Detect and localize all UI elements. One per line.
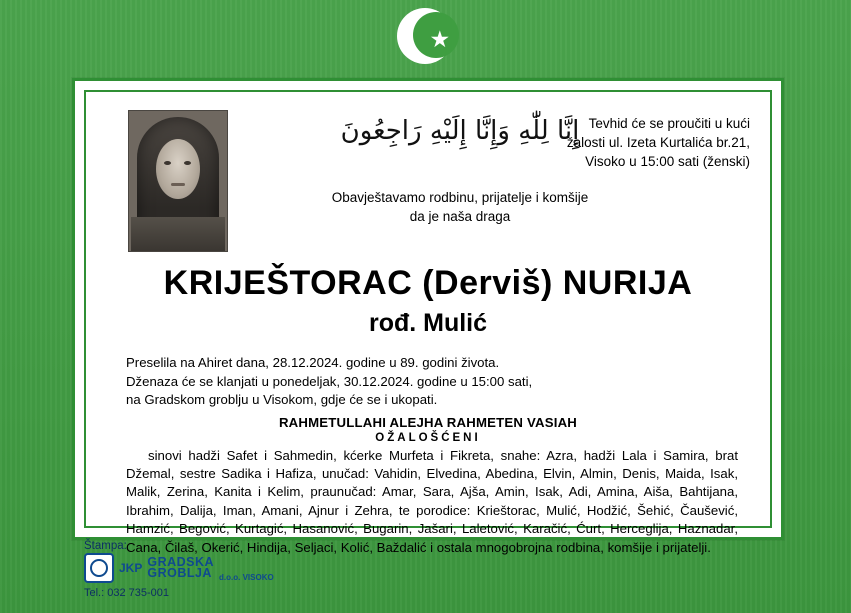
notice-line-1: Obavještavamo rodbinu, prijatelje i komšije (331, 190, 589, 205)
printer-footer (84, 540, 384, 599)
mourners-list: sinovi hadži Safet i Sahmedin, kćerke Murfeta i Fikreta, snahe: Azra, hadži Lala i Samira, brat Džemal, sestre Sadika i Hafiza, unučad: Vahidin, Elvedina, Abedina, Elvin, Almin, Denis, Maida, Isak, Malik, Zerina, Kanita i Kelim, praunučad: Amar, Sara, Ajša, Amin, Isak, Adi, Amina, Aiša, Bahtijana, Ibrahim, Dalija, Iman, Amani, Ajnur i Zehra, te porodice: Krieštorac, Mulić, Hodžić, Šehić, Čaušević, Hamzić, Begović, Kurtagić, Hasanović, Bugarin, Jašari, Laletović, Karačić, Ćurt, Herceglija, Haznadar, Cana, Čilaš, Okerić, Hindija, Seljaci, Kolić, Baždalić i ostala mnogobrojna rodbina, komšije i prijatelji. (126, 447, 738, 555)
photo-face (156, 139, 200, 199)
deceased-photo (128, 110, 228, 252)
logo-company-name (147, 557, 214, 579)
crescent-star-emblem (0, 6, 851, 68)
tevhid-line-3: Visoko u 15:00 sati (ženski) (585, 154, 750, 169)
deceased-name: KRIJEŠTORAC (Derviš) NURIJA (163, 264, 693, 302)
detail-line-2: Dženaza će se klanjati u ponedeljak, 30.12.2024. godine u 15:00 sati, (126, 373, 533, 389)
detail-line-1: Preselila na Ahiret dana, 28.12.2024. godine u 89. godini života. (126, 355, 500, 370)
photo-eye-right (184, 161, 191, 165)
arabic-inscription: إِنَّا لِلّٰهِ وَإِنَّا إِلَيْهِ رَاجِعُونَ (340, 116, 580, 146)
logo-line-1: GRADSKA (147, 555, 215, 569)
logo-jkp-text: JKP (119, 561, 143, 575)
logo-subtitle: d.o.o. VISOKO (219, 573, 274, 582)
photo-eye-left (164, 161, 171, 165)
photo-body (131, 217, 225, 251)
tevhid-line-1: Tevhid će se proučiti u kući (588, 116, 750, 131)
detail-line-3: na Gradskom groblju u Visokom, gdje će se i ukopati. (126, 392, 438, 407)
printer-logo (84, 553, 384, 583)
notice-text (250, 188, 670, 226)
funeral-details (100, 354, 756, 410)
company-logo-icon (84, 553, 114, 583)
obituary-header-row (100, 102, 756, 262)
printer-phone: Tel.: 032 735-001 (84, 587, 170, 599)
stampa-label: Štampa: (84, 540, 127, 552)
mourners-heading: OŽALOŠĆENI (375, 431, 481, 444)
tevhid-line-2: žalosti ul. Izeta Kurtalića br.21, (566, 135, 750, 150)
tevhid-info (520, 114, 750, 171)
deceased-maiden-name: rođ. Mulić (368, 309, 488, 337)
notice-line-2: da je naša draga (409, 209, 511, 224)
logo-line-2: GROBLJA (147, 566, 212, 580)
star-icon: ★ (429, 26, 451, 52)
crescent-icon (397, 8, 455, 66)
photo-mouth (171, 183, 185, 186)
rahmet-blessing: RAHMETULLAHI ALEJHA RAHMETEN VASIAH (278, 414, 578, 430)
